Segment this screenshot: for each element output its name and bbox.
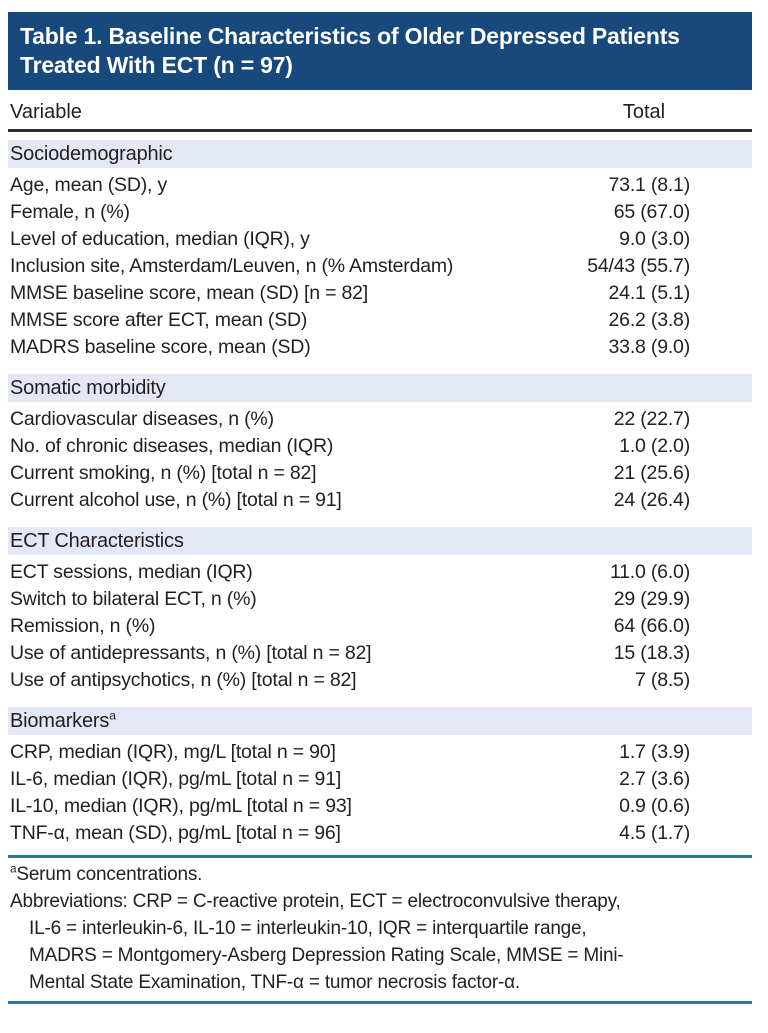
row-label: Inclusion site, Amsterdam/Leuven, n (% Amsterdam) bbox=[10, 255, 454, 277]
footnote-abbreviations-line: Abbreviations: CRP = C-reactive protein, ECT = electroconvulsive therapy, bbox=[10, 891, 621, 912]
row-label: Current alcohol use, n (%) [total n = 91] bbox=[10, 489, 342, 511]
row-label: No. of chronic diseases, median (IQR) bbox=[10, 435, 334, 457]
row-label: TNF-α, mean (SD), pg/mL [total n = 96] bbox=[10, 822, 341, 844]
table-row bbox=[8, 793, 752, 820]
row-value: 24.1 (5.1) bbox=[608, 282, 690, 304]
section-header: ECT Characteristics bbox=[8, 527, 752, 555]
row-label: Age, mean (SD), y bbox=[10, 174, 167, 196]
footnote-abbreviations-line: MADRS = Montgomery-Asberg Depression Rating Scale, MMSE = Mini- bbox=[29, 945, 624, 966]
footnote-serum: $^a$Serum concentrations. bbox=[10, 862, 203, 885]
table-row bbox=[8, 667, 752, 694]
footnote-abbreviations-line: Mental State Examination, TNF-α = tumor necrosis factor-α. bbox=[29, 972, 521, 993]
row-label: Use of antipsychotics, n (%) [total n = 82] bbox=[10, 669, 357, 691]
row-value: 0.9 (0.6) bbox=[619, 795, 690, 817]
column-header-variable: Variable bbox=[10, 101, 82, 123]
table-row bbox=[8, 334, 752, 361]
row-label: ECT sessions, median (IQR) bbox=[10, 561, 253, 583]
section-header: Sociodemographic bbox=[8, 140, 752, 168]
row-value: 21 (25.6) bbox=[613, 462, 690, 484]
section-header: Biomarkers$^a$ bbox=[8, 707, 752, 735]
table-row bbox=[8, 820, 752, 847]
row-value: 1.0 (2.0) bbox=[619, 435, 690, 457]
table-row bbox=[8, 586, 752, 613]
table-title: Table 1. Baseline Characteristics of Older Depressed Patients Treated With ECT (n = 97) bbox=[8, 12, 752, 90]
row-value: 24 (26.4) bbox=[613, 489, 690, 511]
row-label: MMSE score after ECT, mean (SD) bbox=[10, 309, 308, 331]
row-label: Cardiovascular diseases, n (%) bbox=[10, 408, 274, 430]
table-row bbox=[8, 487, 752, 514]
table-row bbox=[8, 226, 752, 253]
row-value: 54/43 (55.7) bbox=[587, 255, 690, 277]
table-row bbox=[8, 199, 752, 226]
section-header: Somatic morbidity bbox=[8, 374, 752, 402]
row-value: 2.7 (3.6) bbox=[619, 768, 690, 790]
row-value: 26.2 (3.8) bbox=[608, 309, 690, 331]
row-label: Female, n (%) bbox=[10, 201, 130, 223]
page bbox=[0, 12, 768, 1033]
row-value: 73.1 (8.1) bbox=[608, 174, 690, 196]
table-row bbox=[8, 172, 752, 199]
footnote-marker: a bbox=[10, 862, 17, 876]
row-label: Current smoking, n (%) [total n = 82] bbox=[10, 462, 317, 484]
table1-container bbox=[8, 12, 752, 1004]
table-row bbox=[8, 406, 752, 433]
row-label: IL-6, median (IQR), pg/mL [total n = 91] bbox=[10, 768, 342, 790]
row-value: 4.5 (1.7) bbox=[619, 822, 690, 844]
row-label: CRP, median (IQR), mg/L [total n = 90] bbox=[10, 741, 336, 763]
table-row bbox=[8, 460, 752, 487]
table-row bbox=[8, 559, 752, 586]
row-label: Level of education, median (IQR), y bbox=[10, 228, 310, 250]
row-value: 65 (67.0) bbox=[613, 201, 690, 223]
row-label: IL-10, median (IQR), pg/mL [total n = 93] bbox=[10, 795, 352, 817]
table-bottom-rule bbox=[8, 1001, 752, 1004]
table-row bbox=[8, 253, 752, 280]
column-header-row bbox=[8, 90, 752, 132]
row-value: 1.7 (3.9) bbox=[619, 741, 690, 763]
row-value: 22 (22.7) bbox=[613, 408, 690, 430]
row-value: 15 (18.3) bbox=[613, 642, 690, 664]
table-row bbox=[8, 280, 752, 307]
row-value: 9.0 (3.0) bbox=[619, 228, 690, 250]
column-header-total: Total bbox=[622, 101, 666, 123]
table-row bbox=[8, 640, 752, 667]
row-value: 7 (8.5) bbox=[635, 669, 690, 691]
row-value: 33.8 (9.0) bbox=[608, 336, 690, 358]
row-label: MADRS baseline score, mean (SD) bbox=[10, 336, 311, 358]
row-label: Switch to bilateral ECT, n (%) bbox=[10, 588, 257, 610]
row-label: Use of antidepressants, n (%) [total n = 82] bbox=[10, 642, 372, 664]
row-label: Remission, n (%) bbox=[10, 615, 156, 637]
footnotes bbox=[8, 858, 752, 1001]
table-row bbox=[8, 613, 752, 640]
table-row bbox=[8, 739, 752, 766]
table-row bbox=[8, 433, 752, 460]
table-row bbox=[8, 307, 752, 334]
table-body bbox=[8, 140, 752, 847]
footnote-marker: a bbox=[109, 708, 116, 723]
row-value: 29 (29.9) bbox=[613, 588, 690, 610]
row-label: MMSE baseline score, mean (SD) [n = 82] bbox=[10, 282, 368, 304]
footnote-abbreviations-line: IL-6 = interleukin-6, IL-10 = interleukin-10, IQR = interquartile range, bbox=[29, 918, 587, 939]
table-row bbox=[8, 766, 752, 793]
row-value: 11.0 (6.0) bbox=[609, 561, 690, 583]
row-value: 64 (66.0) bbox=[613, 615, 690, 637]
